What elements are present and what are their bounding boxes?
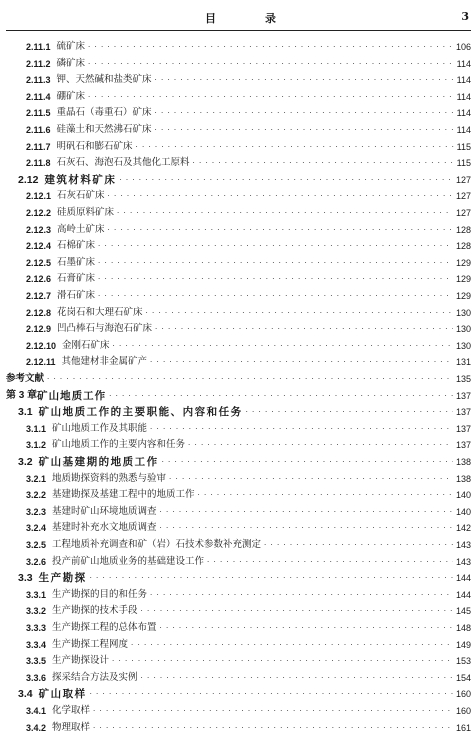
toc-entry-title: 硫矿床 (56, 41, 86, 52)
toc-entry-number: 3.1.2 (26, 440, 47, 451)
toc-entry-page: 129 (455, 274, 471, 285)
toc-entry-page: 114 (456, 125, 471, 135)
toc-entry-page: 135 (455, 374, 471, 384)
toc-entry-title: 高岭土矿床 (57, 223, 105, 235)
toc-entry[interactable] (0, 38, 475, 53)
toc-entry-title: 生产勘探设计 (52, 655, 110, 667)
toc-entry-page: 137 (455, 423, 471, 434)
toc-leader-dots (155, 321, 453, 333)
toc-entry-number: 2.11.4 (26, 91, 51, 102)
toc-entry-page: 140 (455, 506, 471, 517)
toc-entry-page: 128 (455, 224, 471, 235)
toc-entry-page: 138 (455, 457, 471, 467)
toc-entry-page: 160 (455, 706, 471, 716)
toc-entry-number: 2.12.2 (26, 208, 52, 218)
toc-entry-number: 3.3.6 (26, 672, 47, 683)
toc-leader-dots (98, 271, 453, 283)
toc-entry-page: 127 (455, 191, 471, 202)
toc-entry-page: 144 (455, 573, 471, 584)
toc-entry[interactable] (0, 536, 475, 551)
toc-leader-dots (169, 471, 453, 483)
toc-entry[interactable] (0, 636, 475, 651)
toc-entry-page: 144 (455, 589, 471, 600)
toc-entry-title: 生产勘探的目的和任务 (52, 588, 148, 600)
toc-entry-title: 其他建材非金属矿产 (61, 356, 148, 368)
toc-leader-dots (98, 238, 453, 250)
toc-entry-page: 148 (455, 623, 471, 633)
toc-entry-number: 3.1.1 (26, 423, 47, 434)
toc-entry-title: 石灰石、海泡石及其他化工原料 (56, 157, 190, 169)
toc-entry-title: 石墨矿床 (57, 256, 96, 268)
toc-entry-page: 137 (455, 407, 471, 418)
toc-entry-title: 重晶石（毒重石）矿床 (56, 107, 152, 119)
toc-entry[interactable] (0, 553, 475, 568)
toc-entry-page: 114 (456, 75, 471, 86)
toc-leader-dots (160, 504, 453, 516)
toc-entry-page: 130 (455, 324, 471, 335)
toc-entry[interactable] (0, 387, 475, 402)
toc-entry[interactable] (0, 519, 475, 534)
toc-entry[interactable] (0, 652, 475, 667)
toc-entry-title: 参考文献 (6, 373, 45, 384)
toc-entry-page: 115 (456, 141, 471, 152)
toc-entry[interactable] (0, 221, 475, 236)
toc-leader-dots (47, 371, 453, 383)
toc-entry[interactable] (0, 55, 475, 70)
toc-entry-number: 2.12.7 (26, 291, 52, 301)
toc-entry[interactable] (0, 287, 475, 302)
toc-entry[interactable] (0, 420, 475, 435)
toc-leader-dots (155, 122, 454, 134)
toc-entry-number: 3.3.3 (26, 623, 47, 633)
header-title-char-1: 目 (205, 12, 216, 25)
toc-leader-dots (108, 222, 453, 234)
toc-entry-page: 128 (455, 241, 471, 252)
toc-entry[interactable] (0, 370, 475, 385)
toc-entry[interactable] (0, 719, 475, 734)
toc-leader-dots (160, 620, 453, 632)
toc-entry-page: 161 (455, 722, 471, 733)
toc-entry[interactable] (0, 304, 475, 319)
toc-entry[interactable] (0, 403, 475, 418)
toc-entry-page: 130 (455, 307, 471, 318)
toc-entry-number: 3.3.5 (26, 656, 47, 667)
toc-entry-title: 地质勘探资料的熟悉与验审 (52, 472, 167, 484)
toc-entry[interactable] (0, 254, 475, 269)
toc-leader-dots (90, 570, 453, 582)
toc-entry-page: 130 (455, 340, 471, 351)
toc-entry-title: 基建时矿山环境地质调查 (52, 505, 157, 517)
toc-entry-number: 3.3.4 (26, 639, 47, 650)
toc-leader-dots (90, 686, 453, 698)
toc-entry-number: 2.12.10 (26, 340, 57, 351)
toc-entry-page: 143 (455, 556, 471, 567)
toc-leader-dots (264, 537, 453, 549)
toc-entry-number: 2.12.3 (26, 224, 52, 235)
toc-entry-number: 3.2.2 (26, 490, 47, 501)
toc-entry-number: 3.2 (18, 456, 33, 468)
toc-entry-title: 矿山取样 (38, 688, 87, 701)
toc-entry[interactable] (0, 171, 475, 186)
toc-entry-number: 2.12.4 (26, 241, 52, 252)
toc-entry-number: 2.12.11 (26, 357, 56, 368)
toc-entry[interactable] (0, 320, 475, 335)
toc-entry[interactable] (0, 187, 475, 202)
toc-entry-number: 2.11.5 (26, 108, 51, 119)
toc-entry[interactable] (0, 337, 475, 352)
toc-entry[interactable] (0, 237, 475, 252)
toc-leader-dots (150, 354, 453, 366)
toc-entry-number: 3.2.6 (26, 556, 47, 567)
toc-entry[interactable] (0, 503, 475, 518)
toc-leader-dots (155, 105, 454, 117)
toc-entry-page: 138 (455, 473, 471, 484)
toc-leader-dots (131, 637, 453, 649)
toc-leader-dots (109, 388, 453, 400)
toc-entry-title: 钾、天然碱和盐类矿床 (56, 74, 152, 86)
toc-leader-dots (93, 720, 453, 732)
toc-entry[interactable] (0, 436, 475, 451)
toc-entry-number: 2.11.1 (26, 42, 51, 52)
toc-leader-dots (88, 39, 453, 51)
toc-entry-number: 3.4 (18, 688, 33, 701)
toc-entry-page: 142 (455, 523, 471, 534)
toc-entry-number: 2.12.6 (26, 274, 52, 285)
toc-entry[interactable] (0, 569, 475, 584)
toc-entry[interactable] (0, 270, 475, 285)
toc-entry-number: 3.4.2 (26, 722, 47, 733)
toc-entry-title: 石膏矿床 (57, 273, 96, 285)
toc-entry-number: 3.3 (18, 572, 33, 585)
toc-entry-title: 物理取样 (52, 721, 91, 733)
toc-entry-title: 化学取样 (52, 705, 91, 716)
toc-entry-page: 153 (455, 656, 471, 667)
toc-entry-number: 2.12.8 (26, 307, 52, 318)
toc-leader-dots (88, 89, 454, 101)
toc-entry-title: 矿山地质工作的主要职能、内容和任务 (38, 406, 243, 419)
toc-entry-title: 生产勘探 (38, 572, 87, 585)
toc-entry[interactable] (0, 121, 475, 136)
toc-entry-title: 矿山地质工作的主要内容和任务 (52, 439, 186, 451)
toc-entry-number: 2.11.6 (26, 125, 51, 135)
toc-entry-number: 3.2.5 (26, 540, 47, 550)
toc-entry-number: 2.11.3 (26, 75, 51, 86)
toc-entry-number: 3.2.1 (26, 473, 47, 484)
toc-entry-number: 3.3.2 (26, 606, 47, 617)
toc-entry-title: 磷矿床 (56, 57, 86, 69)
toc-leader-dots (155, 72, 454, 84)
toc-entry[interactable] (0, 685, 475, 700)
toc-entry-title: 工程地质补充调查和矿（岩）石技术参数补充测定 (52, 539, 262, 550)
toc-entry-title: 石灰石矿床 (57, 190, 105, 202)
toc-entry-number: 3.1 (18, 406, 33, 419)
toc-leader-dots (150, 587, 453, 599)
toc-leader-dots (198, 487, 453, 499)
toc-leader-dots (117, 205, 453, 217)
toc-entry-page: 154 (455, 672, 471, 683)
toc-entry-title: 生产勘探工程的总体布置 (52, 622, 157, 633)
toc-entry-page: 129 (455, 257, 471, 268)
toc-entry-title: 硼矿床 (56, 90, 86, 102)
toc-entry-page: 145 (455, 606, 471, 617)
toc-entry-number: 3.4.1 (26, 706, 47, 716)
toc-leader-dots (207, 554, 453, 566)
toc-leader-dots (146, 305, 453, 317)
toc-entry-page: 127 (455, 174, 471, 185)
toc-entry-page: 143 (455, 540, 471, 550)
toc-entry-number: 2.12.1 (26, 191, 52, 202)
toc-leader-dots (160, 520, 453, 532)
toc-entry-page: 115 (456, 158, 471, 169)
toc-entry[interactable] (0, 138, 475, 153)
toc-leader-dots (246, 404, 453, 416)
toc-entry[interactable] (0, 453, 475, 468)
toc-entry-page: 114 (456, 58, 471, 69)
toc-leader-dots (108, 188, 453, 200)
toc-entry-page: 129 (455, 291, 471, 301)
toc-leader-dots (162, 454, 453, 466)
toc-entry-title: 矿山基建期的地质工作 (38, 456, 159, 468)
toc-entry-title: 建筑材料矿床 (44, 173, 117, 186)
toc-entry-number: 3.3.1 (26, 589, 47, 600)
toc-entry-number: 2.11.2 (26, 58, 51, 69)
header-page-number: 3 (461, 10, 469, 23)
toc-entry-title: 凹凸棒石与海泡石矿床 (57, 323, 153, 335)
page-header (0, 10, 475, 26)
toc-entry-title: 石棉矿床 (57, 240, 96, 252)
toc-entry-page: 114 (456, 108, 471, 119)
toc-entry-title: 硅藻土和天然沸石矿床 (56, 124, 152, 135)
toc-entry-title: 硅质原料矿床 (57, 207, 115, 218)
toc-leader-dots (98, 255, 453, 267)
toc-leader-dots (141, 603, 453, 615)
toc-entry-number: 3.2.3 (26, 506, 47, 517)
toc-entry[interactable] (0, 619, 475, 634)
toc-entry-title: 矿山地质工作及其职能 (52, 422, 148, 434)
toc-leader-dots (141, 670, 453, 682)
toc-entry[interactable] (0, 669, 475, 684)
toc-entry[interactable] (0, 88, 475, 103)
toc-leader-dots (112, 653, 453, 665)
toc-entry-page: 106 (455, 42, 471, 52)
toc-entry-title: 生产勘探工程网度 (52, 638, 129, 650)
toc-entry-title: 基建勘探及基建工程中的地质工作 (52, 489, 195, 501)
header-title-char-2: 录 (265, 12, 276, 25)
toc-leader-dots (193, 155, 454, 167)
toc-entry-number: 2.12.9 (26, 324, 52, 335)
toc-entry-title: 投产前矿山地质业务的基础建设工作 (52, 555, 205, 567)
toc-leader-dots (88, 56, 454, 68)
toc-entry-title: 矿山地质工作 (37, 389, 107, 402)
toc-entry[interactable] (0, 702, 475, 717)
toc-leader-dots (113, 338, 453, 350)
toc-entry[interactable] (0, 204, 475, 219)
toc-entry-title: 花岗石和大理石矿床 (57, 306, 143, 318)
toc-entry-number: 第 3 章 (6, 389, 38, 401)
toc-entry-title: 金刚石矿床 (62, 339, 110, 351)
toc-entry-page: 140 (455, 490, 471, 501)
toc-entry[interactable] (0, 486, 475, 501)
toc-entry-page: 160 (455, 689, 471, 700)
toc-leader-dots (98, 288, 453, 300)
toc-entry-number: 3.2.4 (26, 523, 47, 534)
toc-entry-page: 137 (455, 440, 471, 451)
toc-leader-dots (150, 421, 453, 433)
toc-entry-title: 生产勘探的技术手段 (52, 605, 138, 617)
toc-entry-number: 2.11.7 (26, 141, 51, 152)
toc-entry[interactable] (0, 104, 475, 119)
toc-leader-dots (188, 437, 453, 449)
toc-entry[interactable] (0, 602, 475, 617)
toc-entry-number: 2.12.5 (26, 257, 52, 268)
toc-entry-title: 滑石矿床 (57, 290, 96, 301)
toc-leader-dots (93, 703, 453, 715)
toc-entry-title: 明矾石和膨石矿床 (56, 140, 133, 152)
toc-entry[interactable] (0, 586, 475, 601)
toc-entry-title: 探采结合方法及实例 (52, 671, 138, 683)
header-rule (6, 30, 471, 31)
toc-entry[interactable] (0, 353, 475, 368)
toc-leader-dots (136, 139, 454, 151)
toc-entry-title: 基建时补充水文地质调查 (52, 522, 157, 534)
toc-entry[interactable] (0, 71, 475, 86)
toc-entry-number: 2.11.8 (26, 158, 51, 169)
toc-entry-page: 131 (455, 357, 471, 368)
toc-entry[interactable] (0, 154, 475, 169)
toc-entry-page: 114 (456, 91, 471, 102)
toc-leader-dots (119, 172, 453, 184)
toc-entry-number: 2.12 (18, 173, 39, 186)
toc-entry[interactable] (0, 470, 475, 485)
toc-entry-page: 127 (455, 208, 471, 218)
toc-entry-page: 149 (455, 639, 471, 650)
toc-entry-page: 137 (455, 390, 471, 401)
